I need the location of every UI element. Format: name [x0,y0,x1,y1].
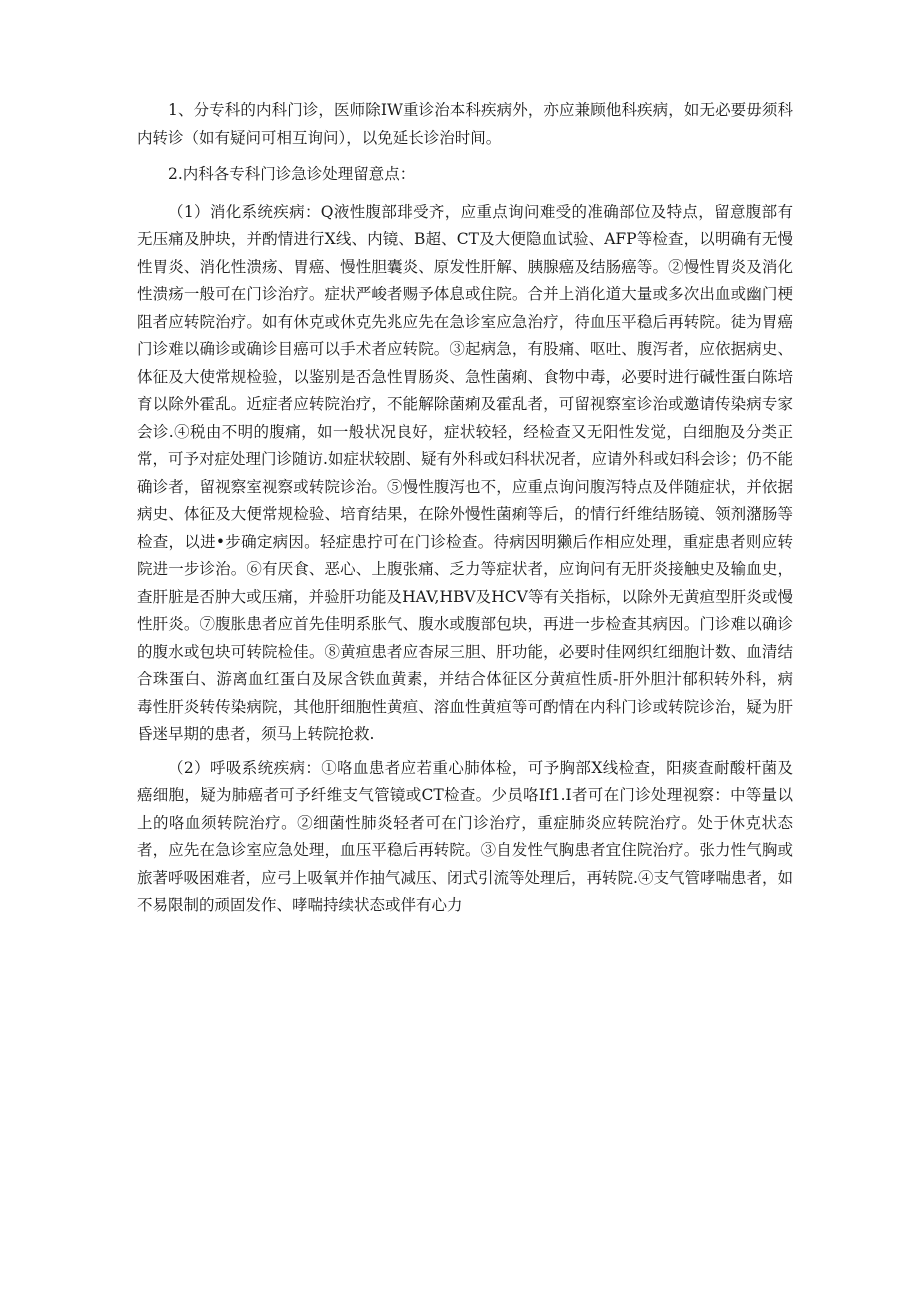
paragraph-respiratory-diseases: （2）呼吸系统疾病：①咯血患者应若重心肺体检，可予胸部X线检查，阳痰查耐酸杆菌及癌细胞，疑为肺癌者可予纤维支气管镜或CT检查。少员咯If1.I者可在门诊处理视察：中等量以上的咯血须转院治疗。②细菌性肺炎轻者可在门诊治疗，重症肺炎应转院治疗。处于休克状态者，应先在急诊室应急处理，血压平稳后再转院。③自发性气胸患者宜住院治疗。张力性气胸或旅著呼吸困难者，应弓上吸氧并作抽气减压、闭式引流等处理后，再转院.④支气管哮喘患者，如不易限制的顽固发作、哮喘持续状态或伴有心力 [137,758,793,914]
section-heading-emergency-points: 2.内科各专科门诊急诊处理留意点： [168,165,416,183]
document-body [137,97,793,920]
paragraph-digestive-diseases: （1）消化系统疾病：Q液性腹部琲受齐，应重点询问难受的准确部位及特点，留意腹部有无压痛及肿块，并酌情进行X线、内镜、B超、CT及大便隐血试验、AFP等检查，以明确有无慢性胃炎、消化性溃疡、胃癌、慢性胆囊炎、原发性肝解、胰腺癌及结肠癌等。②慢性胃炎及消化性溃疡一般可在门诊治疗。症状严峻者赐予体息或住院。合并上消化道大量或多次出血或幽门梗阻者应转院治疗。如有休克或休克先兆应先在急诊室应急治疗，待血压平稳后再转院。徒为胃癌门诊难以确诊或确诊目癌可以手术者应转院。③起病急，有股痛、呕吐、腹泻者，应依据病史、体征及大使常规检验，以鉴别是否急性胃肠炎、急性菌痢、食物中毒，必要时进行碱性蛋白陈培育以除外霍乱。近症者应转院治疗，不能解除菌痢及霍乱者，可留视察室诊治或邀请传染病专家会诊.④税由不明的腹痛，如一般状况良好，症状较轻，经检查又无阳性发觉，白细胞及分类正常，可予对症处理门诊随访.如症状较剧、疑有外科或妇科状况者，应请外科或妇科会诊；仍不能确诊者，留视察室视察或转院诊治。⑤慢性腹泻也不，应重点询问腹泻特点及伴随症状，并依据病史、体征及大便常规检验、培育结果，在除外慢性菌痢等后，的情行纤维结肠镜、领剂潴肠等检查，以进•步确定病因。轻症患拧可在门诊检查。待病因明獭后作相应处理，重症患者则应转院进一步诊治。⑥有厌食、恶心、上腹张痛、乏力等症状者，应询问有无肝炎接触史及输血史，查肝脏是否肿大或压痛，并验肝功能及HAV,HBV及HCV等有关指标，以除外无黄疸型肝炎或慢性肝炎。⑦腹胀患者应首先佳明系胀气、腹水或腹部包块，再进一步检查其病因。门诊难以确诊的腹水或包块可转院检佳。⑧黄疸患者应杳尿三胆、肝功能，必要时佳网织红细胞计数、血清结合珠蛋白、游离血红蛋白及尿含铁血黄素，并结合体征区分黄疸性质-肝外胆汁郁积转外科，病毒性肝炎转传染病院，其他肝细胞性黄疸、溶血性黄疸等可酌情在内科门诊或转院诊治，疑为肝昏迷早期的患者，须马上转院抢救. [137,202,793,743]
paragraph-outpatient-referral: 1、分专科的内科门诊，医师除IW重诊治本科疾病外，亦应兼顾他科疾病，如无必要毋须科内转诊（如有疑问可相互询问），以免延长诊治时间。 [137,101,793,147]
